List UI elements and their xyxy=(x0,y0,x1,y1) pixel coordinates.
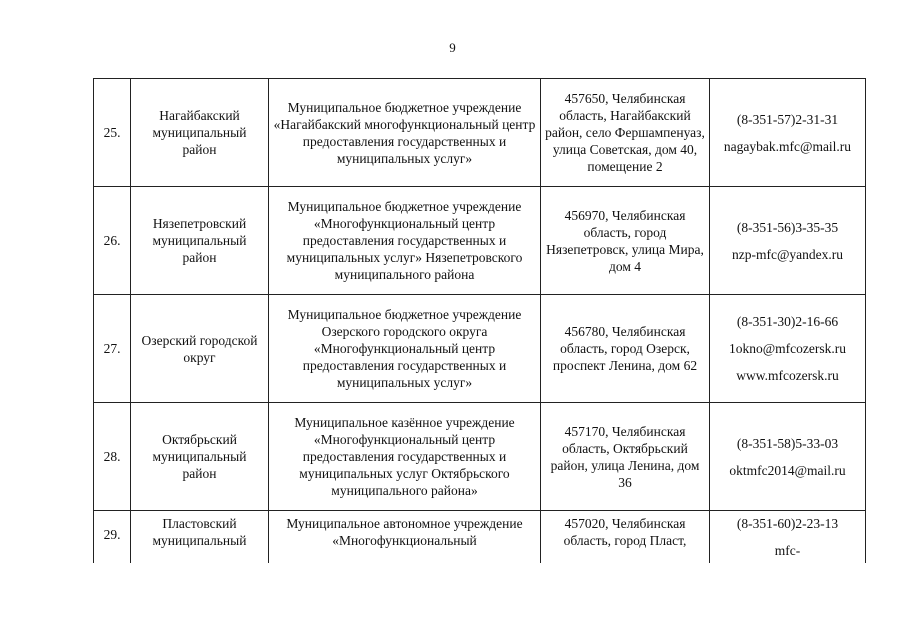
phone-number: (8-351-57)2-31-31 xyxy=(736,111,839,127)
row-number: 29. xyxy=(94,511,131,563)
organization-cell: Муниципальное бюджетное учреждение Озерского городского округа «Многофункциональный центр предоставления государственных и муниципальных услуг» xyxy=(269,295,541,403)
contacts-cell xyxy=(710,403,866,511)
phone-number: (8-351-30)2-16-66 xyxy=(736,314,839,329)
phone-number: (8-351-56)3-35-35 xyxy=(736,219,839,235)
address-cell: 457650, Челябинская область, Нагайбакский район, село Фершампенуаз, улица Советская, дом 40, помещение 2 xyxy=(541,79,710,187)
row-number: 25. xyxy=(94,79,131,187)
address-cell: 457020, Челябинская область, город Пласт, xyxy=(541,511,710,563)
district-cell: Озерский городской округ xyxy=(131,295,269,403)
website-link: www.mfcozersk.ru xyxy=(736,368,839,383)
organization-cell: Муниципальное бюджетное учреждение «Нагайбакский многофункциональный центр предоставления государственных и муниципальных услуг» xyxy=(269,79,541,187)
organization-cell: Муниципальное бюджетное учреждение «Многофункциональный центр предоставления государственных и муниципальных услуг» Нязепетровского муниципального района xyxy=(269,187,541,295)
district-cell: Нагайбакский муниципальный район xyxy=(131,79,269,187)
page-number: 9 xyxy=(449,40,456,55)
table-row xyxy=(94,79,866,187)
contacts-cell xyxy=(710,79,866,187)
district-cell: Пластовский муниципальный xyxy=(131,511,269,563)
phone-number: (8-351-58)5-33-03 xyxy=(736,435,839,451)
district-cell: Октябрьский муниципальный район xyxy=(131,403,269,511)
table-row xyxy=(94,511,866,563)
address-cell: 457170, Челябинская область, Октябрьский район, улица Ленина, дом 36 xyxy=(541,403,710,511)
address-cell: 456970, Челябинская область, город Нязепетровск, улица Мира, дом 4 xyxy=(541,187,710,295)
row-number: 28. xyxy=(94,403,131,511)
contacts-cell xyxy=(710,187,866,295)
organization-cell: Муниципальное автономное учреждение «Многофункциональный xyxy=(269,511,541,563)
mfc-registry-table xyxy=(93,78,866,563)
email-address: 1okno@mfcozersk.ru xyxy=(728,341,847,356)
email-address: oktmfc2014@mail.ru xyxy=(729,462,846,478)
district-cell: Нязепетровский муниципальный район xyxy=(131,187,269,295)
phone-number: (8-351-60)2-23-13 xyxy=(736,516,839,531)
contacts-cell xyxy=(710,511,866,563)
table-row xyxy=(94,187,866,295)
contacts-cell xyxy=(710,295,866,403)
table-row xyxy=(94,403,866,511)
email-address: nagaybak.mfc@mail.ru xyxy=(723,138,852,154)
email-address: nzp-mfc@yandex.ru xyxy=(731,246,843,262)
address-cell: 456780, Челябинская область, город Озерск, проспект Ленина, дом 62 xyxy=(541,295,710,403)
organization-cell: Муниципальное казённое учреждение «Многофункциональный центр предоставления государственных и муниципальных услуг Октябрьского муниципального района» xyxy=(269,403,541,511)
row-number: 26. xyxy=(94,187,131,295)
email-address: mfc- xyxy=(774,543,801,558)
row-number: 27. xyxy=(94,295,131,403)
table-row xyxy=(94,295,866,403)
